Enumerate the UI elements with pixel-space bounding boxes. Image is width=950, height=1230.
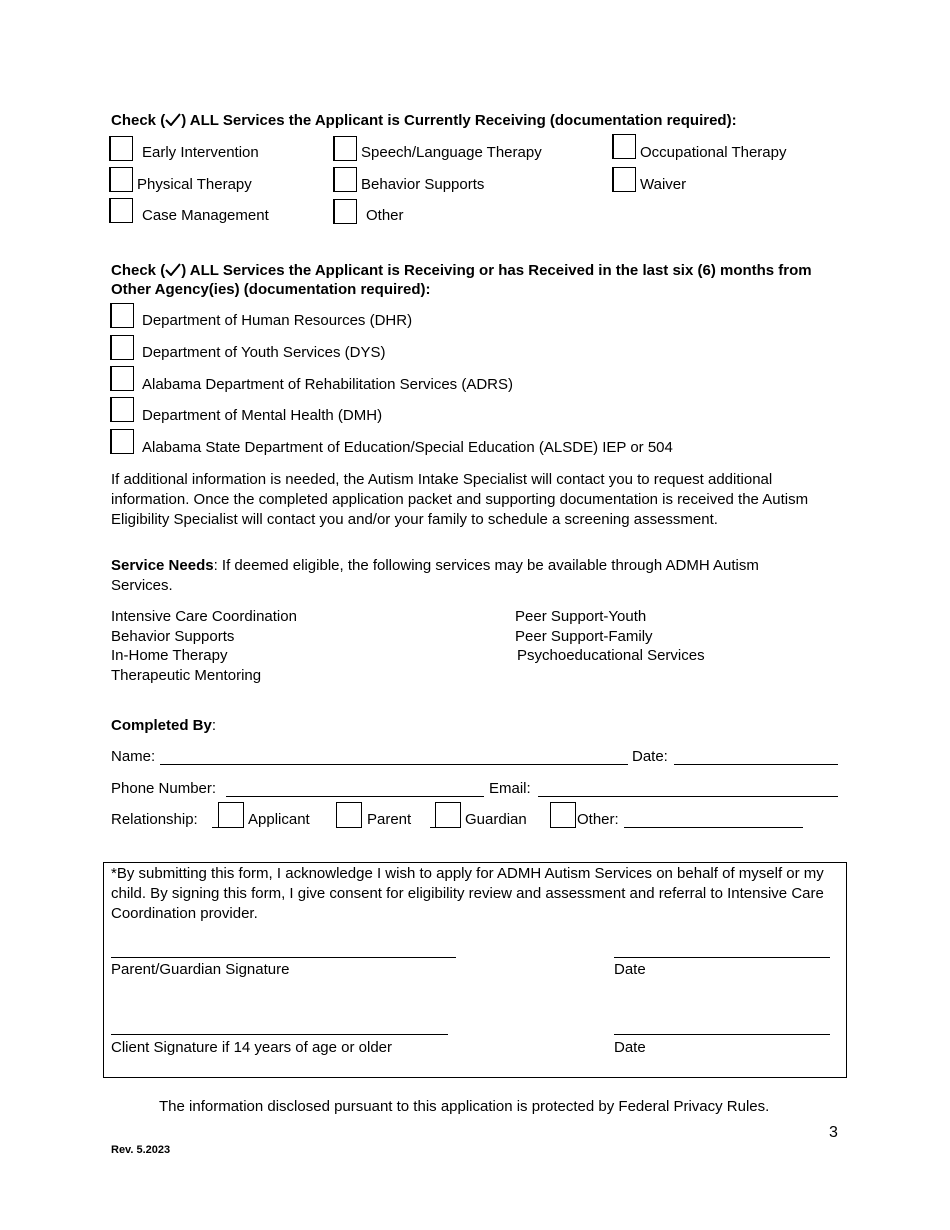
service-item: Psychoeducational Services xyxy=(517,647,705,664)
parent-date-label: Date xyxy=(614,961,646,978)
parent-signature-label: Parent/Guardian Signature xyxy=(111,961,290,978)
option-label: Occupational Therapy xyxy=(640,144,787,161)
option-label: Waiver xyxy=(640,176,687,193)
checkmark-icon xyxy=(165,263,181,276)
agency-label: Department of Mental Health (DMH) xyxy=(142,407,383,424)
service-item: Peer Support-Youth xyxy=(515,608,647,625)
checkbox-other[interactable] xyxy=(333,199,357,224)
service-needs-text: Service Needs: If deemed eligible, the following services may be available through ADMH Autism Services. xyxy=(111,557,759,594)
relationship-option: Parent xyxy=(367,811,412,828)
checkbox-early-intervention[interactable] xyxy=(109,136,133,161)
other-relationship-field[interactable] xyxy=(624,827,803,828)
relationship-label: Relationship: xyxy=(111,811,198,828)
completed-by-label: Completed By: xyxy=(111,717,217,734)
checkbox-dhr[interactable] xyxy=(110,303,134,328)
option-label: Other xyxy=(366,207,404,224)
service-item: Intensive Care Coordination xyxy=(111,608,297,625)
privacy-notice: The information disclosed pursuant to this application is protected by Federal Privacy Rules. xyxy=(159,1098,770,1115)
service-item: Therapeutic Mentoring xyxy=(111,667,262,684)
checkbox-parent[interactable] xyxy=(336,802,362,828)
client-signature-label: Client Signature if 14 years of age or older xyxy=(111,1039,392,1056)
info-paragraph: If additional information is needed, the Autism Intake Specialist will contact you to request additional information. Once the completed application packet and supporting documentation is received the Autism Eligibility Specialist will contact you and/or your family to schedule a screening assessment. xyxy=(111,471,809,528)
name-label: Name: xyxy=(111,748,156,765)
date-field[interactable] xyxy=(674,764,838,765)
agency-label: Alabama Department of Rehabilitation Services (ADRS) xyxy=(142,376,513,393)
relationship-option: Applicant xyxy=(248,811,310,828)
email-field[interactable] xyxy=(538,796,838,797)
parent-date-field[interactable] xyxy=(614,957,830,958)
checkbox-dys[interactable] xyxy=(110,335,134,360)
email-label: Email: xyxy=(489,780,531,797)
option-label: Case Management xyxy=(142,207,269,224)
relationship-option: Other: xyxy=(577,811,619,828)
checkbox-occupational-therapy[interactable] xyxy=(612,134,636,159)
checkbox-behavior-supports[interactable] xyxy=(333,167,357,192)
service-item: Behavior Supports xyxy=(111,628,235,645)
agency-label: Department of Youth Services (DYS) xyxy=(142,344,386,361)
client-date-label: Date xyxy=(614,1039,646,1056)
checkbox-adrs[interactable] xyxy=(110,366,134,391)
revision-label: Rev. 5.2023 xyxy=(111,1144,171,1156)
parent-signature-field[interactable] xyxy=(111,957,456,958)
date-label: Date: xyxy=(632,748,668,765)
agencies-heading: Check ( ) ALL Services the Applicant is Receiving or has Received in the last six (6) months from xyxy=(111,262,812,279)
option-label: Physical Therapy xyxy=(137,176,252,193)
checkbox-physical-therapy[interactable] xyxy=(109,167,133,192)
consent-text: *By submitting this form, I acknowledge I wish to apply for ADMH Autism Services on behalf of myself or my child. By signing this form, I give consent for eligibility review and assessment and referral to Intensive Care Coordination provider. xyxy=(111,865,824,922)
checkbox-speech-language[interactable] xyxy=(333,136,357,161)
agencies-heading-line2: Other Agency(ies) (documentation required): xyxy=(111,281,431,298)
relationship-option: Guardian xyxy=(465,811,527,828)
phone-field[interactable] xyxy=(226,796,484,797)
phone-label: Phone Number: xyxy=(111,780,217,797)
checkbox-alsde[interactable] xyxy=(110,429,134,454)
option-label: Behavior Supports xyxy=(361,176,485,193)
checkbox-waiver[interactable] xyxy=(612,167,636,192)
checkbox-case-management[interactable] xyxy=(109,198,133,223)
services-heading: Check ( ) ALL Services the Applicant is Currently Receiving (documentation required): xyxy=(111,112,737,129)
option-label: Speech/Language Therapy xyxy=(361,144,542,161)
service-item: Peer Support-Family xyxy=(515,628,653,645)
checkbox-guardian[interactable] xyxy=(435,802,461,828)
checkmark-icon xyxy=(165,113,181,126)
client-signature-field[interactable] xyxy=(111,1034,448,1035)
checkbox-dmh[interactable] xyxy=(110,397,134,422)
agency-label: Department of Human Resources (DHR) xyxy=(142,312,413,329)
checkbox-applicant[interactable] xyxy=(218,802,244,828)
page-number: 3 xyxy=(829,1124,838,1141)
client-date-field[interactable] xyxy=(614,1034,830,1035)
agency-label: Alabama State Department of Education/Special Education (ALSDE) IEP or 504 xyxy=(142,439,673,456)
service-item: In-Home Therapy xyxy=(111,647,228,664)
name-field[interactable] xyxy=(160,764,628,765)
option-label: Early Intervention xyxy=(142,144,259,161)
checkbox-other-relationship[interactable] xyxy=(550,802,576,828)
